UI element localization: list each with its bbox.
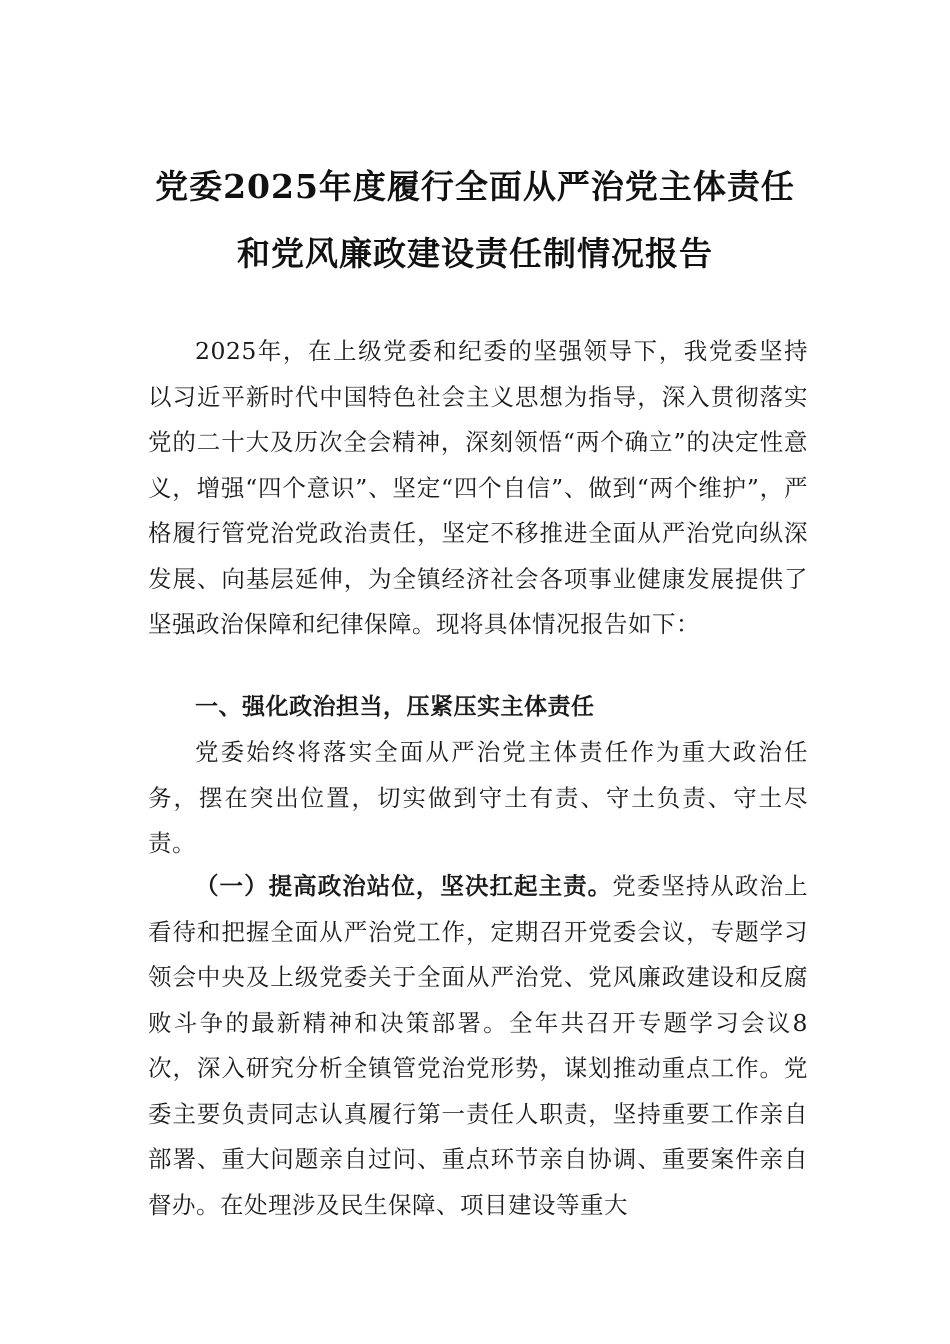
- section-1-heading: 一、强化政治担当，压紧压实主体责任: [195, 694, 595, 720]
- document-title-line-1: 党委2025年度履行全面从严治党主体责任: [155, 167, 795, 206]
- document-title-line-2: 和党风廉政建设责任制情况报告: [237, 234, 713, 273]
- subsection-1-heading: （一）提高政治站位，坚决扛起主责。: [195, 872, 613, 900]
- intro-paragraph: 2025年，在上级党委和纪委的坚强领导下，我党委坚持以习近平新时代中国特色社会主义思想为指导，深入贯彻落实党的二十大及历次全会精神，深刻领悟“两个确立”的决定性意义，增强“四个意识”、坚定“四个自信”、做到“两个维护”，严格履行管党治党政治责任，坚定不移推进全面从严治党向纵深发展、向基层延伸，为全镇经济社会各项事业健康发展提供了坚强政治保障和纪律保障。现将具体情况报告如下：: [148, 337, 808, 638]
- subsection-1-text: 党委坚持从政治上看待和把握全面从严治党工作，定期召开党委会议，专题学习领会中央及上级党委关于全面从严治党、党风廉政建设和反腐败斗争的最新精神和决策部署。全年共召开专题学习会议8次，深入研究分析全镇管党治党形势，谋划推动重点工作。党委主要负责同志认真履行第一责任人职责，坚持重要工作亲自部署、重大问题亲自过问、重点环节亲自协调、重要案件亲自督办。在处理涉及民生保障、项目建设等重大: [148, 872, 809, 1219]
- subsection-1-paragraph: [148, 864, 808, 1228]
- section-1-paragraph: 党委始终将落实全面从严治党主体责任作为重大政治任务，摆在突出位置，切实做到守土有责、守土负责、守土尽责。: [148, 738, 808, 857]
